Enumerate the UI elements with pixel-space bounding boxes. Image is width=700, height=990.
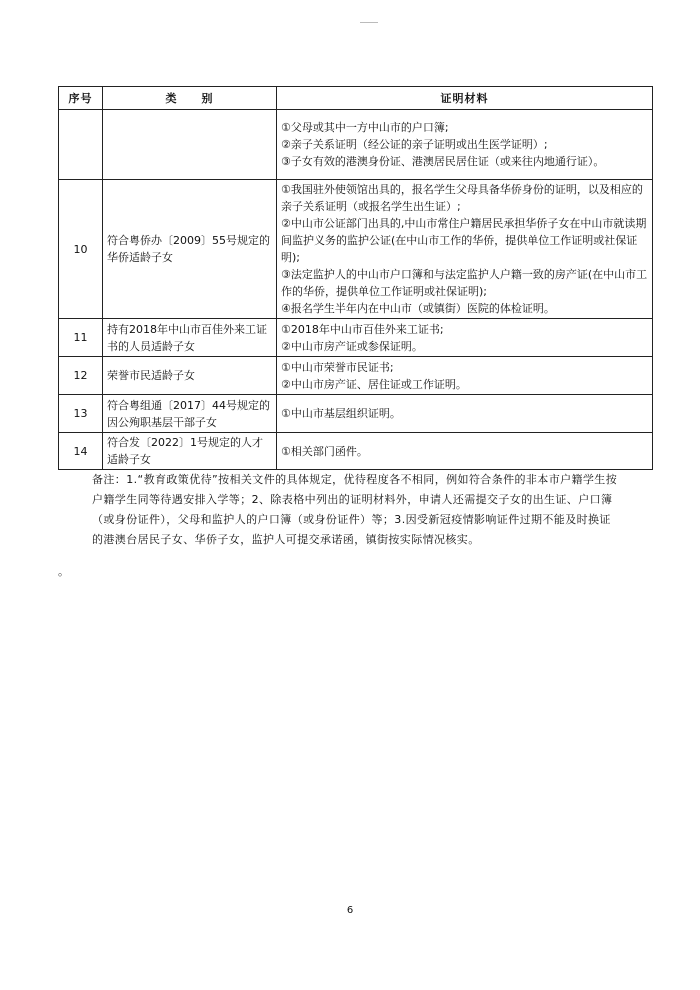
material-item: ②中山市公证部门出具的,中山市常住户籍居民承担华侨子女在中山市就读期间监护义务的监护公证(在中山市工作的华侨，提供单位工作证明或社保证明); <box>281 217 647 264</box>
material-item: ①相关部门函件。 <box>281 444 368 458</box>
table-row <box>59 180 653 319</box>
material-item: ①中山市基层组织证明。 <box>281 407 401 420</box>
header-no: 序号 <box>59 87 103 110</box>
notes-paragraph: 备注：1.“教育政策优待”按相关文件的具体规定，优待程度各不相同，例如符合条件的非本市户籍学生按户籍学生同等待遇安排入学等；2、除表格中列出的证明材料外，申请人还需提交子女的出生证、户口簿（或身份证件），父母和监护人的户口簿（或身份证件）等；3.因受新冠疫情影响证件过期不能及时换证的港澳台居民子女、华侨子女，监护人可提交承诺函，镇街按实际情况核实。 <box>92 473 618 546</box>
header-materials: 证明材料 <box>277 87 653 110</box>
eligibility-table <box>58 86 653 470</box>
row-number: 10 <box>59 180 103 319</box>
scan-mark <box>360 22 378 23</box>
table-header-row <box>59 87 653 110</box>
material-item: ①中山市荣誉市民证书; <box>281 360 394 374</box>
row-materials <box>277 319 653 357</box>
row-number <box>59 110 103 180</box>
material-item: ①父母或其中一方中山市的户口簿; <box>281 121 449 134</box>
row-number: 11 <box>59 319 103 357</box>
row-number: 12 <box>59 357 103 395</box>
row-category: 符合粤侨办〔2009〕55号规定的华侨适龄子女 <box>103 180 277 319</box>
material-item: ②亲子关系证明（经公证的亲子证明或出生医学证明）; <box>281 138 548 151</box>
row-materials <box>277 395 653 433</box>
material-item: ③法定监护人的中山市户口簿和与法定监护人户籍一致的房产证(在中山市工作的华侨，提供单位工作证明或社保证明); <box>281 268 648 298</box>
material-item: ④报名学生半年内在中山市（或镇街）医院的体检证明。 <box>281 302 555 315</box>
material-item: ②中山市房产证、居住证或工作证明。 <box>281 377 467 391</box>
row-number: 13 <box>59 395 103 433</box>
row-category: 荣誉市民适龄子女 <box>103 357 277 395</box>
row-category: 符合发〔2022〕1号规定的人才适龄子女 <box>103 433 277 470</box>
table-row <box>59 395 653 433</box>
page-number: 6 <box>346 905 354 916</box>
row-number: 14 <box>59 433 103 470</box>
row-materials <box>277 110 653 180</box>
table-row <box>59 319 653 357</box>
row-materials <box>277 357 653 395</box>
row-category <box>103 110 277 180</box>
trailing-mark: 。 <box>58 565 69 578</box>
row-materials <box>277 180 653 319</box>
row-materials <box>277 433 653 470</box>
material-item: ③子女有效的港澳身份证、港澳居民居住证（或来往内地通行证）。 <box>281 155 605 168</box>
table-row <box>59 357 653 395</box>
material-item: ①我国驻外使领馆出具的，报名学生父母具备华侨身份的证明，以及相应的亲子关系证明（或报名学生出生证）; <box>281 183 643 213</box>
material-item: ①2018年中山市百佳外来工证书; <box>281 322 444 336</box>
row-category: 符合粤组通〔2017〕44号规定的因公殉职基层干部子女 <box>103 395 277 433</box>
table-row <box>59 110 653 180</box>
table-row <box>59 433 653 470</box>
material-item: ②中山市房产证或参保证明。 <box>281 339 423 353</box>
header-type: 类 别 <box>103 87 277 110</box>
row-category: 持有2018年中山市百佳外来工证书的人员适龄子女 <box>103 319 277 357</box>
